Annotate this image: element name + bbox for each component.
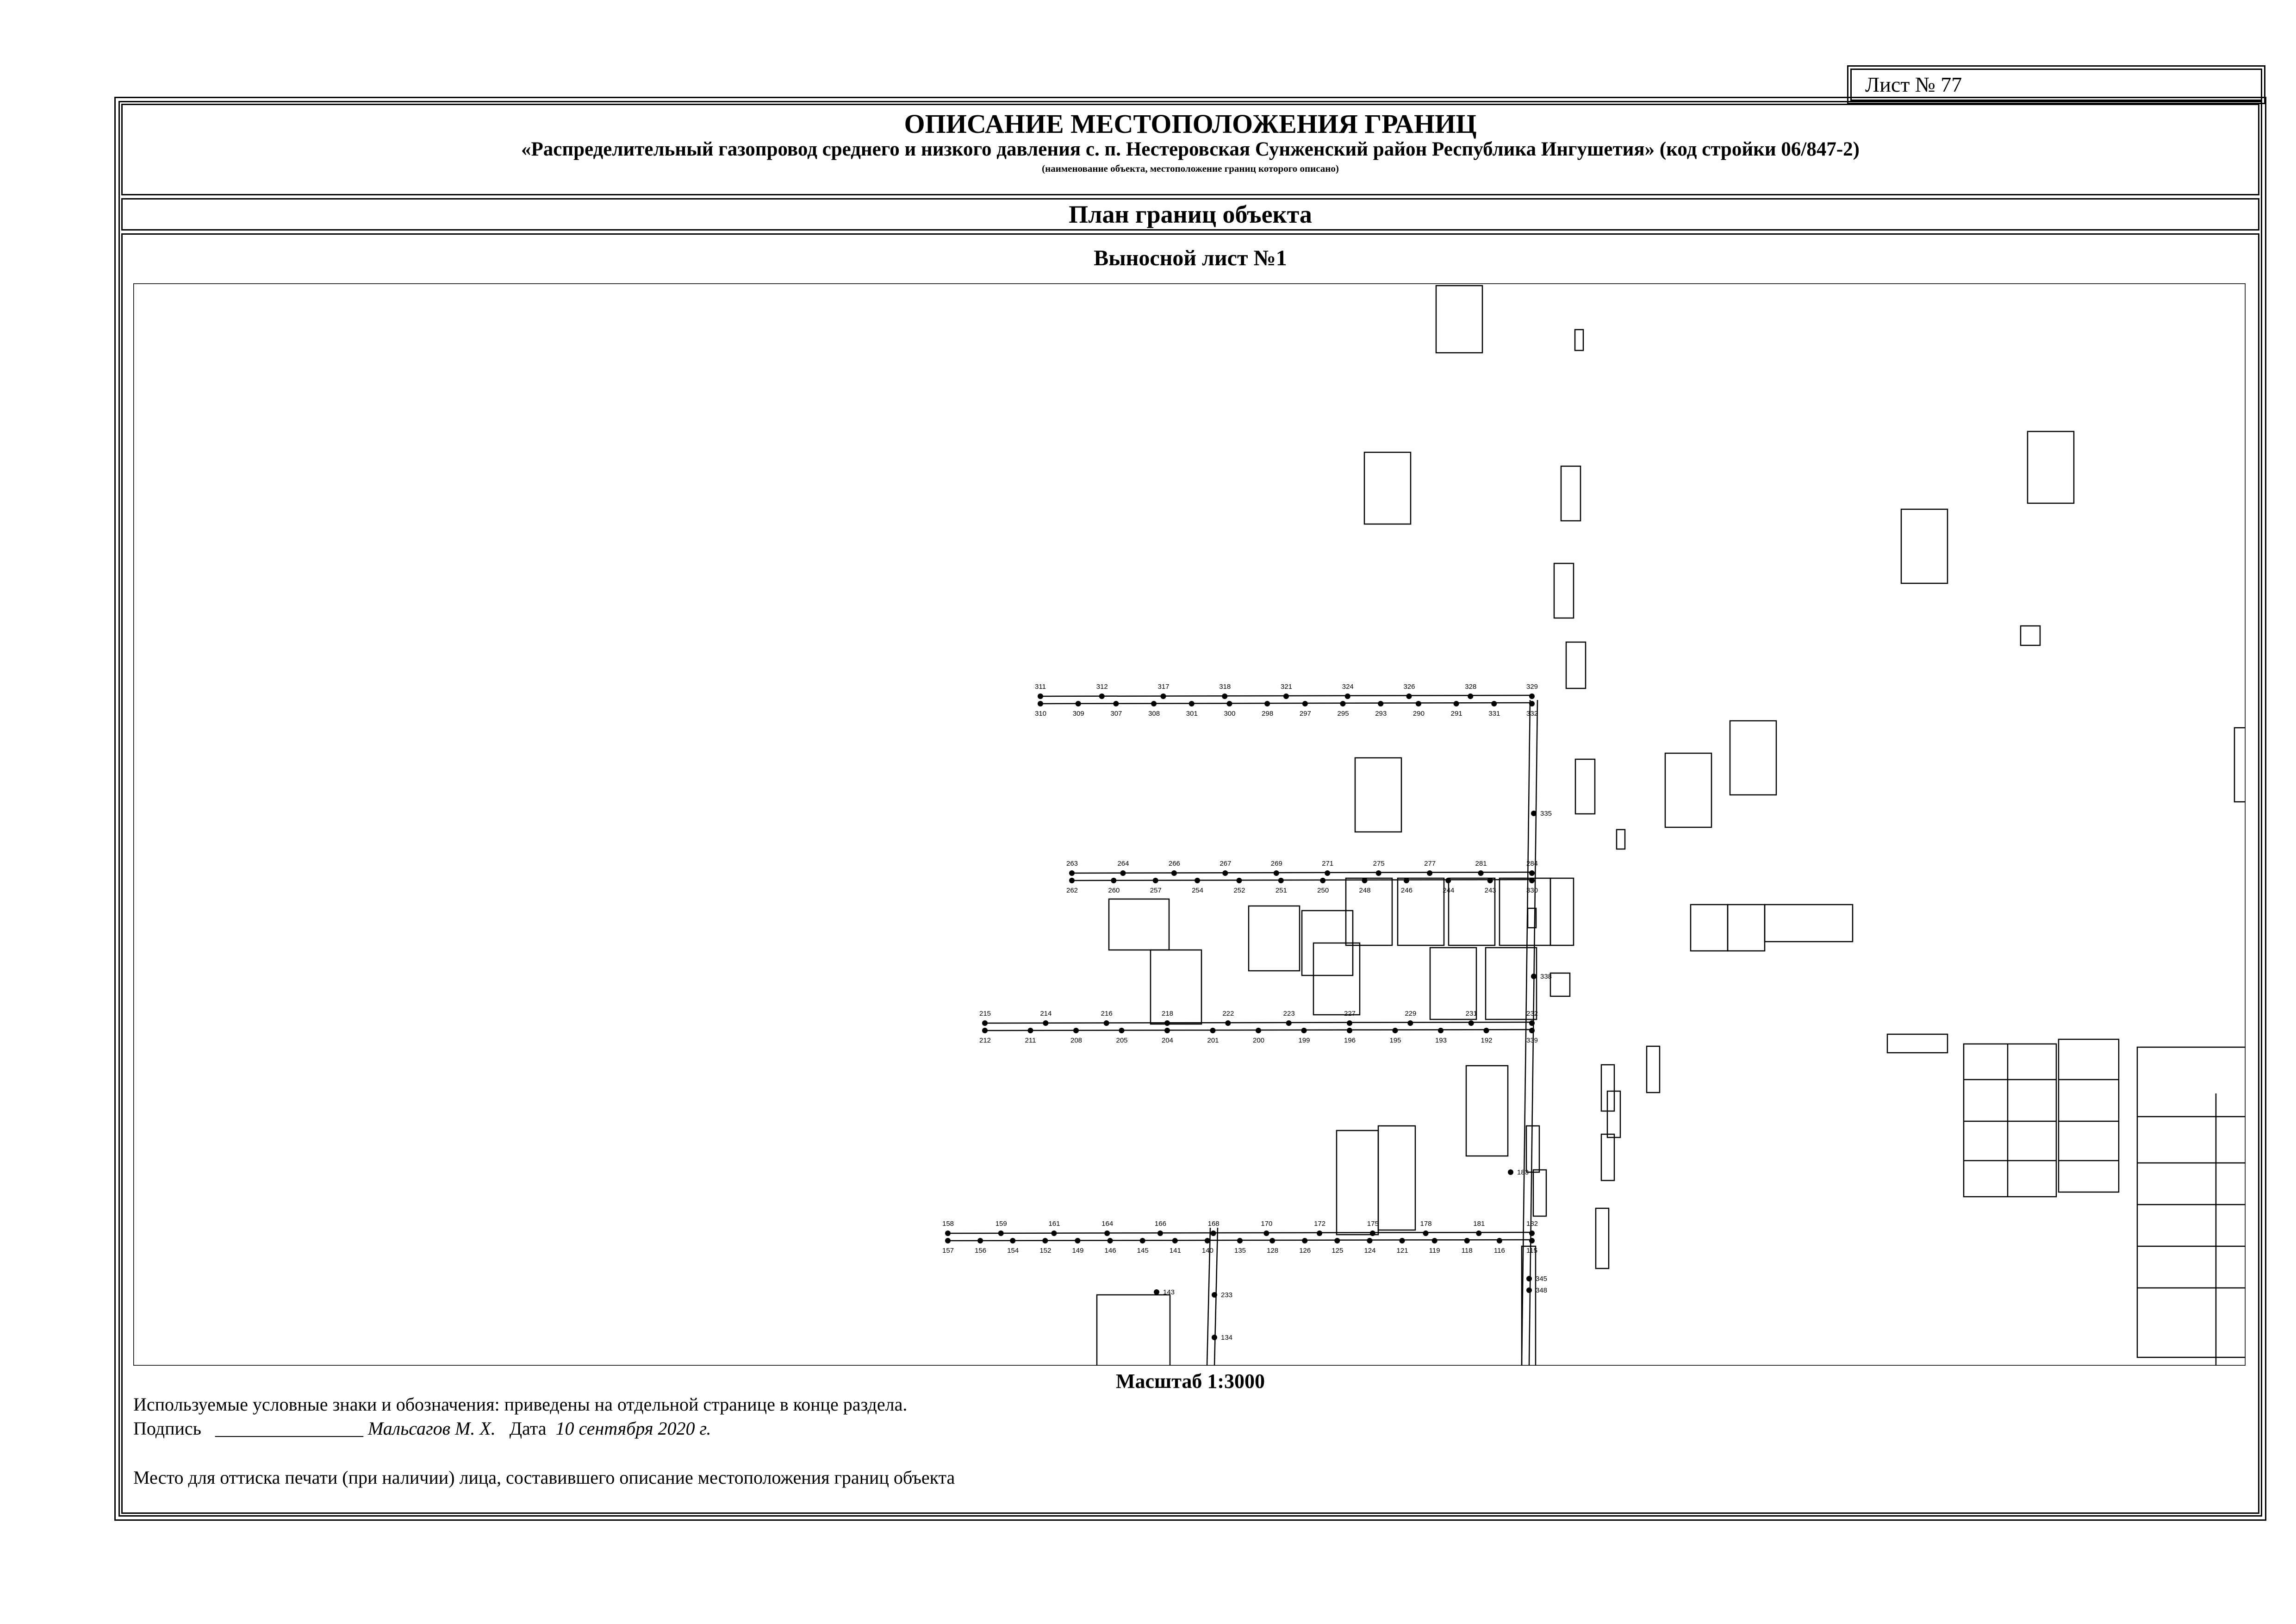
boundary-point <box>1237 1238 1243 1243</box>
point-label: 172 <box>1314 1220 1326 1228</box>
boundary-point <box>1529 701 1535 706</box>
boundary-point <box>1302 701 1308 706</box>
boundary-point <box>1454 701 1459 706</box>
point-label: 271 <box>1322 860 1334 868</box>
boundary-point <box>1222 693 1227 699</box>
point-label: 215 <box>979 1010 991 1018</box>
legend-note: Используемые условные знаки и обозначения: приведены на отдельной странице в конце раздела. <box>133 1394 908 1415</box>
point-label: 168 <box>1207 1220 1220 1228</box>
boundary-point <box>1164 1020 1170 1026</box>
point-label: 298 <box>1262 710 1274 718</box>
boundary-point <box>1497 1238 1502 1243</box>
boundary-point <box>1468 1020 1474 1026</box>
boundary-point <box>1378 701 1383 706</box>
boundary-point <box>1529 1028 1535 1033</box>
point-label: 295 <box>1337 710 1349 718</box>
point-label: 297 <box>1299 710 1311 718</box>
boundary-point <box>1367 1238 1372 1243</box>
point-label: 231 <box>1465 1010 1477 1018</box>
point-label: 164 <box>1101 1220 1114 1228</box>
point-label: 250 <box>1317 887 1329 894</box>
boundary-point <box>977 1238 983 1243</box>
point-label: 146 <box>1104 1247 1116 1255</box>
point-label: 134 <box>1221 1334 1233 1342</box>
boundary-point <box>1236 878 1242 883</box>
boundary-point <box>1263 1230 1269 1236</box>
boundary-point <box>1334 1238 1340 1243</box>
point-label: 200 <box>1253 1037 1265 1044</box>
point-label: 152 <box>1039 1247 1052 1255</box>
point-label: 267 <box>1220 860 1232 868</box>
boundary-point <box>1531 811 1537 816</box>
point-label: 244 <box>1443 887 1455 894</box>
point-label: 121 <box>1396 1247 1408 1255</box>
point-label: 119 <box>1429 1247 1440 1255</box>
point-label: 140 <box>1201 1247 1213 1255</box>
point-label: 248 <box>1359 887 1371 894</box>
point-label: 196 <box>1344 1037 1356 1044</box>
boundary-point <box>1362 878 1368 883</box>
boundary-point <box>1038 693 1043 699</box>
boundary-point <box>1432 1238 1437 1243</box>
point-label: 263 <box>1066 860 1078 868</box>
boundary-point <box>982 1020 988 1026</box>
boundary-point <box>1028 1028 1033 1033</box>
point-label: 290 <box>1412 710 1425 718</box>
point-label: 214 <box>1040 1010 1052 1018</box>
boundary-point <box>1075 1238 1080 1243</box>
boundary-point <box>1212 1335 1217 1340</box>
boundary-point <box>1478 870 1484 876</box>
boundary-point <box>1111 878 1116 883</box>
boundary-point <box>1438 1028 1444 1033</box>
point-label: 284 <box>1526 860 1538 868</box>
boundary-point <box>1256 1028 1261 1033</box>
boundary-point <box>1404 878 1409 883</box>
boundary-point <box>1069 878 1075 883</box>
boundary-point <box>1286 1020 1292 1026</box>
point-label: 293 <box>1375 710 1387 718</box>
point-label: 260 <box>1108 887 1120 894</box>
boundary-point <box>1491 701 1497 706</box>
boundary-point <box>1038 701 1043 706</box>
point-label: 159 <box>995 1220 1007 1228</box>
boundary-point <box>1172 1238 1178 1243</box>
boundary-point <box>1151 701 1157 706</box>
point-label: 149 <box>1072 1247 1084 1255</box>
point-label: 277 <box>1424 860 1436 868</box>
boundary-point <box>1476 1230 1481 1236</box>
point-label: 257 <box>1150 887 1162 894</box>
point-label: 157 <box>942 1247 954 1255</box>
boundary-point <box>1416 701 1421 706</box>
point-label: 328 <box>1465 683 1477 691</box>
point-label: 307 <box>1110 710 1122 718</box>
point-label: 193 <box>1435 1037 1447 1044</box>
point-label: 332 <box>1526 710 1538 718</box>
boundary-point <box>1406 693 1412 699</box>
point-label: 321 <box>1281 683 1293 691</box>
point-label: 218 <box>1162 1010 1174 1018</box>
object-name: «Распределительный газопровод среднего и низкого давления с. п. Нестеровская Сунженский район Республика Ингушетия» (код стройки 06/847-2) <box>521 138 1860 160</box>
boundary-point <box>1113 701 1119 706</box>
boundary-point <box>1164 1028 1170 1033</box>
point-label: 182 <box>1526 1220 1538 1228</box>
document-title: ОПИСАНИЕ МЕСТОПОЛОЖЕНИЯ ГРАНИЦ <box>904 109 1477 139</box>
boundary-point <box>1529 693 1535 699</box>
point-label: 311 <box>1035 683 1046 691</box>
boundary-point <box>1529 1238 1535 1243</box>
point-label: 345 <box>1536 1275 1548 1283</box>
point-label: 318 <box>1219 683 1231 691</box>
boundary-point <box>1376 870 1381 876</box>
boundary-point <box>1445 878 1451 883</box>
sheet-number: Лист № 77 <box>1865 73 1962 96</box>
point-label: 181 <box>1473 1220 1485 1228</box>
point-label: 330 <box>1526 887 1538 894</box>
boundary-point <box>1529 1020 1535 1026</box>
date-label: Дата <box>509 1418 547 1439</box>
boundary-point <box>1189 701 1195 706</box>
point-label: 324 <box>1342 683 1354 691</box>
signature-label: Подпись <box>133 1418 201 1439</box>
point-label: 310 <box>1035 710 1047 718</box>
boundary-point <box>1320 878 1325 883</box>
point-label: 335 <box>1540 810 1552 818</box>
point-label: 222 <box>1222 1010 1234 1018</box>
boundary-point <box>1161 693 1166 699</box>
boundary-point <box>1423 1230 1429 1236</box>
point-label: 156 <box>975 1247 987 1255</box>
boundary-point <box>1278 878 1284 883</box>
boundary-point <box>1325 870 1330 876</box>
point-label: 141 <box>1169 1247 1181 1255</box>
boundary-point <box>1108 1238 1113 1243</box>
boundary-point <box>982 1028 988 1033</box>
boundary-point <box>1317 1230 1322 1236</box>
point-label: 195 <box>1389 1037 1401 1044</box>
sheet-title: Выносной лист №1 <box>1094 246 1287 270</box>
boundary-point <box>1283 693 1289 699</box>
boundary-point <box>1301 1028 1307 1033</box>
boundary-point <box>1205 1238 1210 1243</box>
boundary-point <box>1529 870 1535 876</box>
point-label: 251 <box>1275 887 1287 894</box>
boundary-point <box>1154 1289 1159 1295</box>
boundary-point <box>1529 878 1535 883</box>
boundary-point <box>1464 1238 1470 1243</box>
point-label: 175 <box>1367 1220 1379 1228</box>
point-label: 126 <box>1299 1247 1311 1255</box>
boundary-point <box>1073 1028 1079 1033</box>
point-label: 205 <box>1116 1037 1128 1044</box>
point-label: 216 <box>1101 1010 1113 1018</box>
boundary-point <box>1042 1238 1048 1243</box>
point-label: 212 <box>979 1037 991 1044</box>
boundary-point <box>1104 1020 1109 1026</box>
boundary-point <box>1076 701 1081 706</box>
boundary-point <box>945 1238 951 1243</box>
boundary-point <box>1347 1028 1352 1033</box>
point-label: 208 <box>1070 1037 1083 1044</box>
point-label: 178 <box>1420 1220 1432 1228</box>
boundary-point <box>1345 693 1350 699</box>
boundary-point <box>1400 1238 1405 1243</box>
point-label: 339 <box>1526 1037 1538 1044</box>
boundary-point <box>1043 1020 1048 1026</box>
boundary-point <box>1157 1230 1163 1236</box>
boundary-point <box>1195 878 1200 883</box>
boundary-point <box>1210 1028 1216 1033</box>
point-label: 329 <box>1526 683 1538 691</box>
point-label: 145 <box>1137 1247 1149 1255</box>
point-label: 170 <box>1261 1220 1273 1228</box>
point-label: 201 <box>1207 1037 1219 1044</box>
point-label: 254 <box>1192 887 1204 894</box>
boundary-point <box>1051 1230 1057 1236</box>
point-label: 308 <box>1148 710 1160 718</box>
boundary-point <box>1393 1028 1398 1033</box>
plan-title: План границ объекта <box>1069 200 1312 228</box>
point-label: 116 <box>1493 1247 1505 1255</box>
boundary-point <box>1010 1238 1015 1243</box>
boundary-point <box>1140 1238 1145 1243</box>
boundary-point <box>1120 870 1126 876</box>
point-label: 158 <box>942 1220 954 1228</box>
boundary-point <box>1526 1276 1532 1281</box>
boundary-point <box>945 1230 951 1236</box>
boundary-point <box>1302 1238 1307 1243</box>
object-caption: (наименование объекта, местоположение границ которого описано) <box>1042 163 1339 174</box>
point-label: 262 <box>1066 887 1078 894</box>
boundary-point <box>1508 1169 1513 1175</box>
boundary-point <box>998 1230 1004 1236</box>
point-label: 266 <box>1168 860 1180 868</box>
boundary-point <box>1099 693 1105 699</box>
signature-blank: ________________ <box>215 1418 363 1439</box>
boundary-point <box>1487 878 1493 883</box>
boundary-point <box>1274 870 1279 876</box>
point-label: 227 <box>1344 1010 1356 1018</box>
point-label: 312 <box>1096 683 1108 691</box>
boundary-point <box>1407 1020 1413 1026</box>
point-label: 233 <box>1221 1291 1233 1299</box>
boundary-point <box>1526 1287 1532 1293</box>
point-label: 246 <box>1400 887 1412 894</box>
point-label: 183 <box>1517 1168 1529 1176</box>
signer-name: Мальсагов М. Х. <box>367 1418 496 1439</box>
map-frame <box>133 283 2246 1366</box>
boundary-point <box>1171 870 1177 876</box>
point-label: 338 <box>1540 973 1552 981</box>
point-label: 199 <box>1298 1037 1310 1044</box>
point-label: 118 <box>1461 1247 1473 1255</box>
point-label: 281 <box>1475 860 1487 868</box>
stamp-note: Место для оттиска печати (при наличии) лица, составившего описание местоположения границ объекта <box>133 1467 955 1488</box>
point-label: 223 <box>1283 1010 1295 1018</box>
point-label: 135 <box>1234 1247 1246 1255</box>
boundary-point <box>1264 701 1270 706</box>
boundary-point <box>1370 1230 1375 1236</box>
point-label: 326 <box>1403 683 1415 691</box>
boundary-point <box>1153 878 1158 883</box>
point-label: 309 <box>1072 710 1084 718</box>
boundary-point <box>1119 1028 1125 1033</box>
point-label: 143 <box>1163 1288 1175 1296</box>
point-label: 125 <box>1332 1247 1344 1255</box>
boundary-point <box>1529 1230 1535 1236</box>
boundary-point <box>1225 1020 1231 1026</box>
boundary-point <box>1212 1292 1217 1298</box>
boundary-point <box>1222 870 1228 876</box>
point-label: 192 <box>1481 1037 1493 1044</box>
point-label: 243 <box>1484 887 1496 894</box>
point-label: 291 <box>1450 710 1462 718</box>
point-label: 115 <box>1526 1247 1537 1255</box>
point-label: 264 <box>1117 860 1129 868</box>
point-label: 128 <box>1267 1247 1279 1255</box>
point-label: 124 <box>1364 1247 1376 1255</box>
boundary-point <box>1104 1230 1110 1236</box>
point-label: 301 <box>1186 710 1198 718</box>
point-label: 154 <box>1007 1247 1019 1255</box>
boundary-point <box>1226 701 1232 706</box>
boundary-point <box>1269 1238 1275 1243</box>
boundary-point <box>1427 870 1432 876</box>
boundary-point <box>1531 974 1537 979</box>
point-label: 161 <box>1048 1220 1060 1228</box>
point-label: 204 <box>1162 1037 1174 1044</box>
point-label: 275 <box>1373 860 1385 868</box>
signature-line <box>133 1418 711 1439</box>
boundary-point <box>1484 1028 1489 1033</box>
point-label: 300 <box>1224 710 1236 718</box>
point-label: 229 <box>1405 1010 1417 1018</box>
boundary-plan-map <box>133 283 2246 1366</box>
point-label: 211 <box>1025 1037 1036 1044</box>
scale-label: Масштаб 1:3000 <box>1115 1370 1265 1393</box>
signature-date: 10 сентября 2020 г. <box>555 1418 711 1439</box>
point-label: 166 <box>1154 1220 1166 1228</box>
point-label: 317 <box>1157 683 1170 691</box>
boundary-point <box>1069 870 1075 876</box>
point-label: 232 <box>1526 1010 1538 1018</box>
point-label: 348 <box>1536 1287 1548 1294</box>
point-label: 331 <box>1488 710 1500 718</box>
boundary-point <box>1211 1230 1216 1236</box>
boundary-point <box>1347 1020 1352 1026</box>
point-label: 269 <box>1270 860 1282 868</box>
boundary-point <box>1468 693 1473 699</box>
point-label: 252 <box>1233 887 1245 894</box>
boundary-point <box>1340 701 1346 706</box>
